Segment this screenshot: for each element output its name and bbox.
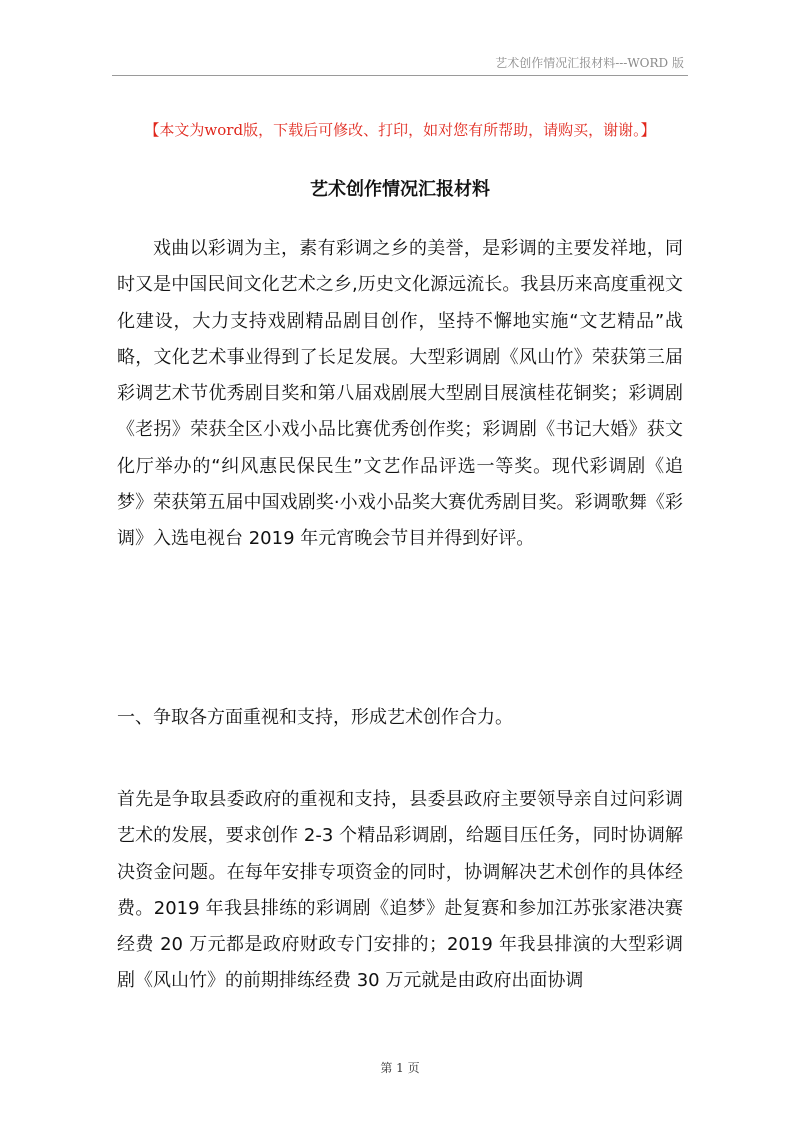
page-number: 第 1 页 bbox=[380, 1061, 420, 1075]
purchase-notice: 【本文为word版，下载后可修改、打印，如对您有所帮助，请购买，谢谢。】 bbox=[144, 121, 656, 139]
intro-paragraph: 戏曲以彩调为主，素有彩调之乡的美誉，是彩调的主要发祥地，同时又是中国民间文化艺术之乡,历史文化源远流长。我县历来高度重视文化建设，大力支持戏剧精品剧目创作，坚持不懈地实施“文艺精品”战略，文化艺术事业得到了长足发展。大型彩调剧《风山竹》荣获第三届彩调艺术节优秀剧目奖和第八届戏剧展大型剧目展演桂花铜奖；彩调剧《老拐》荣获全区小戏小品比赛优秀创作奖；彩调剧《书记大婚》获文化厅举办的“纠风惠民保民生”文艺作品评选一等奖。现代彩调剧《追梦》荣获第五届中国戏剧奖·小戏小品奖大赛优秀剧目奖。彩调歌舞《彩调》入选电视台 2019 年元宵晚会节目并得到好评。 bbox=[117, 238, 683, 550]
section-1-paragraph: 首先是争取县委政府的重视和支持，县委县政府主要领导亲自过问彩调艺术的发展，要求创作 2-3 个精品彩调剧，给题目压任务，同时协调解决资金问题。在每年安排专项资金的同时，协调解决艺术创作的具体经费。2019 年我县排练的彩调剧《追梦》赴复赛和参加江苏张家港决赛经费 20 万元都是政府财政专门安排的；2019 年我县排演的大型彩调剧《风山竹》的前期排练经费 30 万元就是由政府出面协调 bbox=[117, 789, 683, 992]
running-header: 艺术创作情况汇报材料---WORD 版 bbox=[495, 56, 684, 70]
header-divider bbox=[112, 75, 688, 76]
section-heading-1: 一、争取各方面重视和支持，形成艺术创作合力。 bbox=[117, 707, 513, 728]
document-title: 艺术创作情况汇报材料 bbox=[310, 179, 490, 200]
